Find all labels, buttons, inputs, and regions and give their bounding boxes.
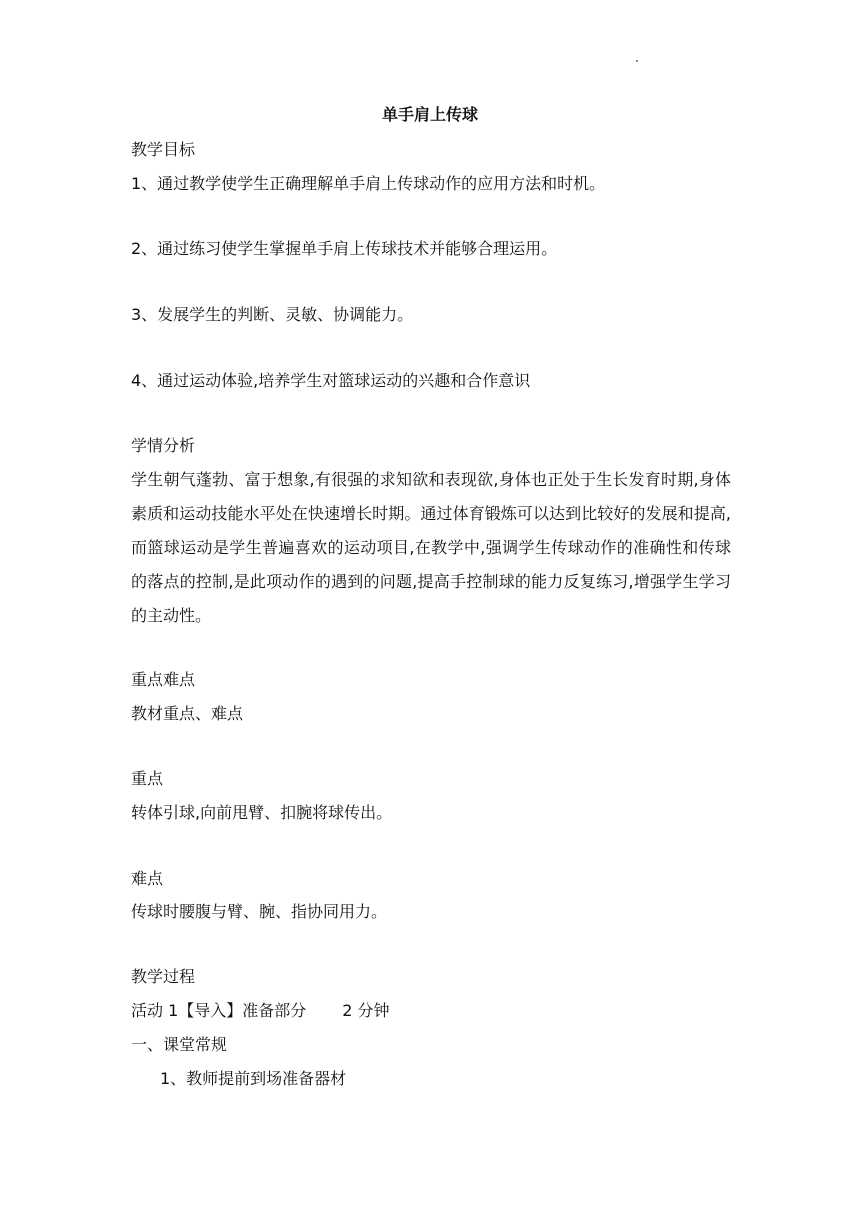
difficult-text: 传球时腰腹与臂、腕、指协同用力。 <box>131 902 388 921</box>
activity-line <box>131 999 390 1023</box>
analysis-paragraph: 学生朝气蓬勃、富于想象,有很强的求知欲和表现欲,身体也正处于生长发育时期,身体素质和运动技能水平处在快速增长时期。通过体育锻炼可以达到比较好的发展和提高,而篮球运动是学生普遍喜欢的运动项目,在教学中,强调学生传球动作的准确性和传球的落点的控制,是此项动作的遇到的问题,提高手控制球的能力反复练习,增强学生学习的主动性。 <box>131 470 731 625</box>
difficult-heading: 难点 <box>131 869 164 888</box>
routine-item-1: 1、教师提前到场准备器材 <box>160 1069 347 1088</box>
activity-label: 活动 1【导入】准备部分 <box>131 1001 307 1020</box>
goal-item-3: 3、发展学生的判断、灵敏、协调能力。 <box>131 305 414 324</box>
goal-item-1: 1、通过教学使学生正确理解单手肩上传球动作的应用方法和时机。 <box>131 174 606 193</box>
goal-item-4: 4、通过运动体验,培养学生对篮球运动的兴趣和合作意识 <box>131 371 531 390</box>
key-difficult-subheading: 教材重点、难点 <box>131 704 244 723</box>
analysis-heading: 学情分析 <box>131 436 196 455</box>
activity-time: 2 分钟 <box>342 1001 390 1020</box>
goal-item-2: 2、通过练习使学生掌握单手肩上传球技术并能够合理运用。 <box>131 239 558 258</box>
process-heading: 教学过程 <box>131 967 196 986</box>
key-heading: 重点 <box>131 769 164 788</box>
routine-heading: 一、课堂常规 <box>131 1035 228 1054</box>
page-mark <box>636 60 638 62</box>
document-title: 单手肩上传球 <box>381 105 478 124</box>
goals-heading: 教学目标 <box>131 140 196 159</box>
key-text: 转体引球,向前甩臂、扣腕将球传出。 <box>131 803 393 822</box>
key-difficult-heading: 重点难点 <box>131 670 196 689</box>
